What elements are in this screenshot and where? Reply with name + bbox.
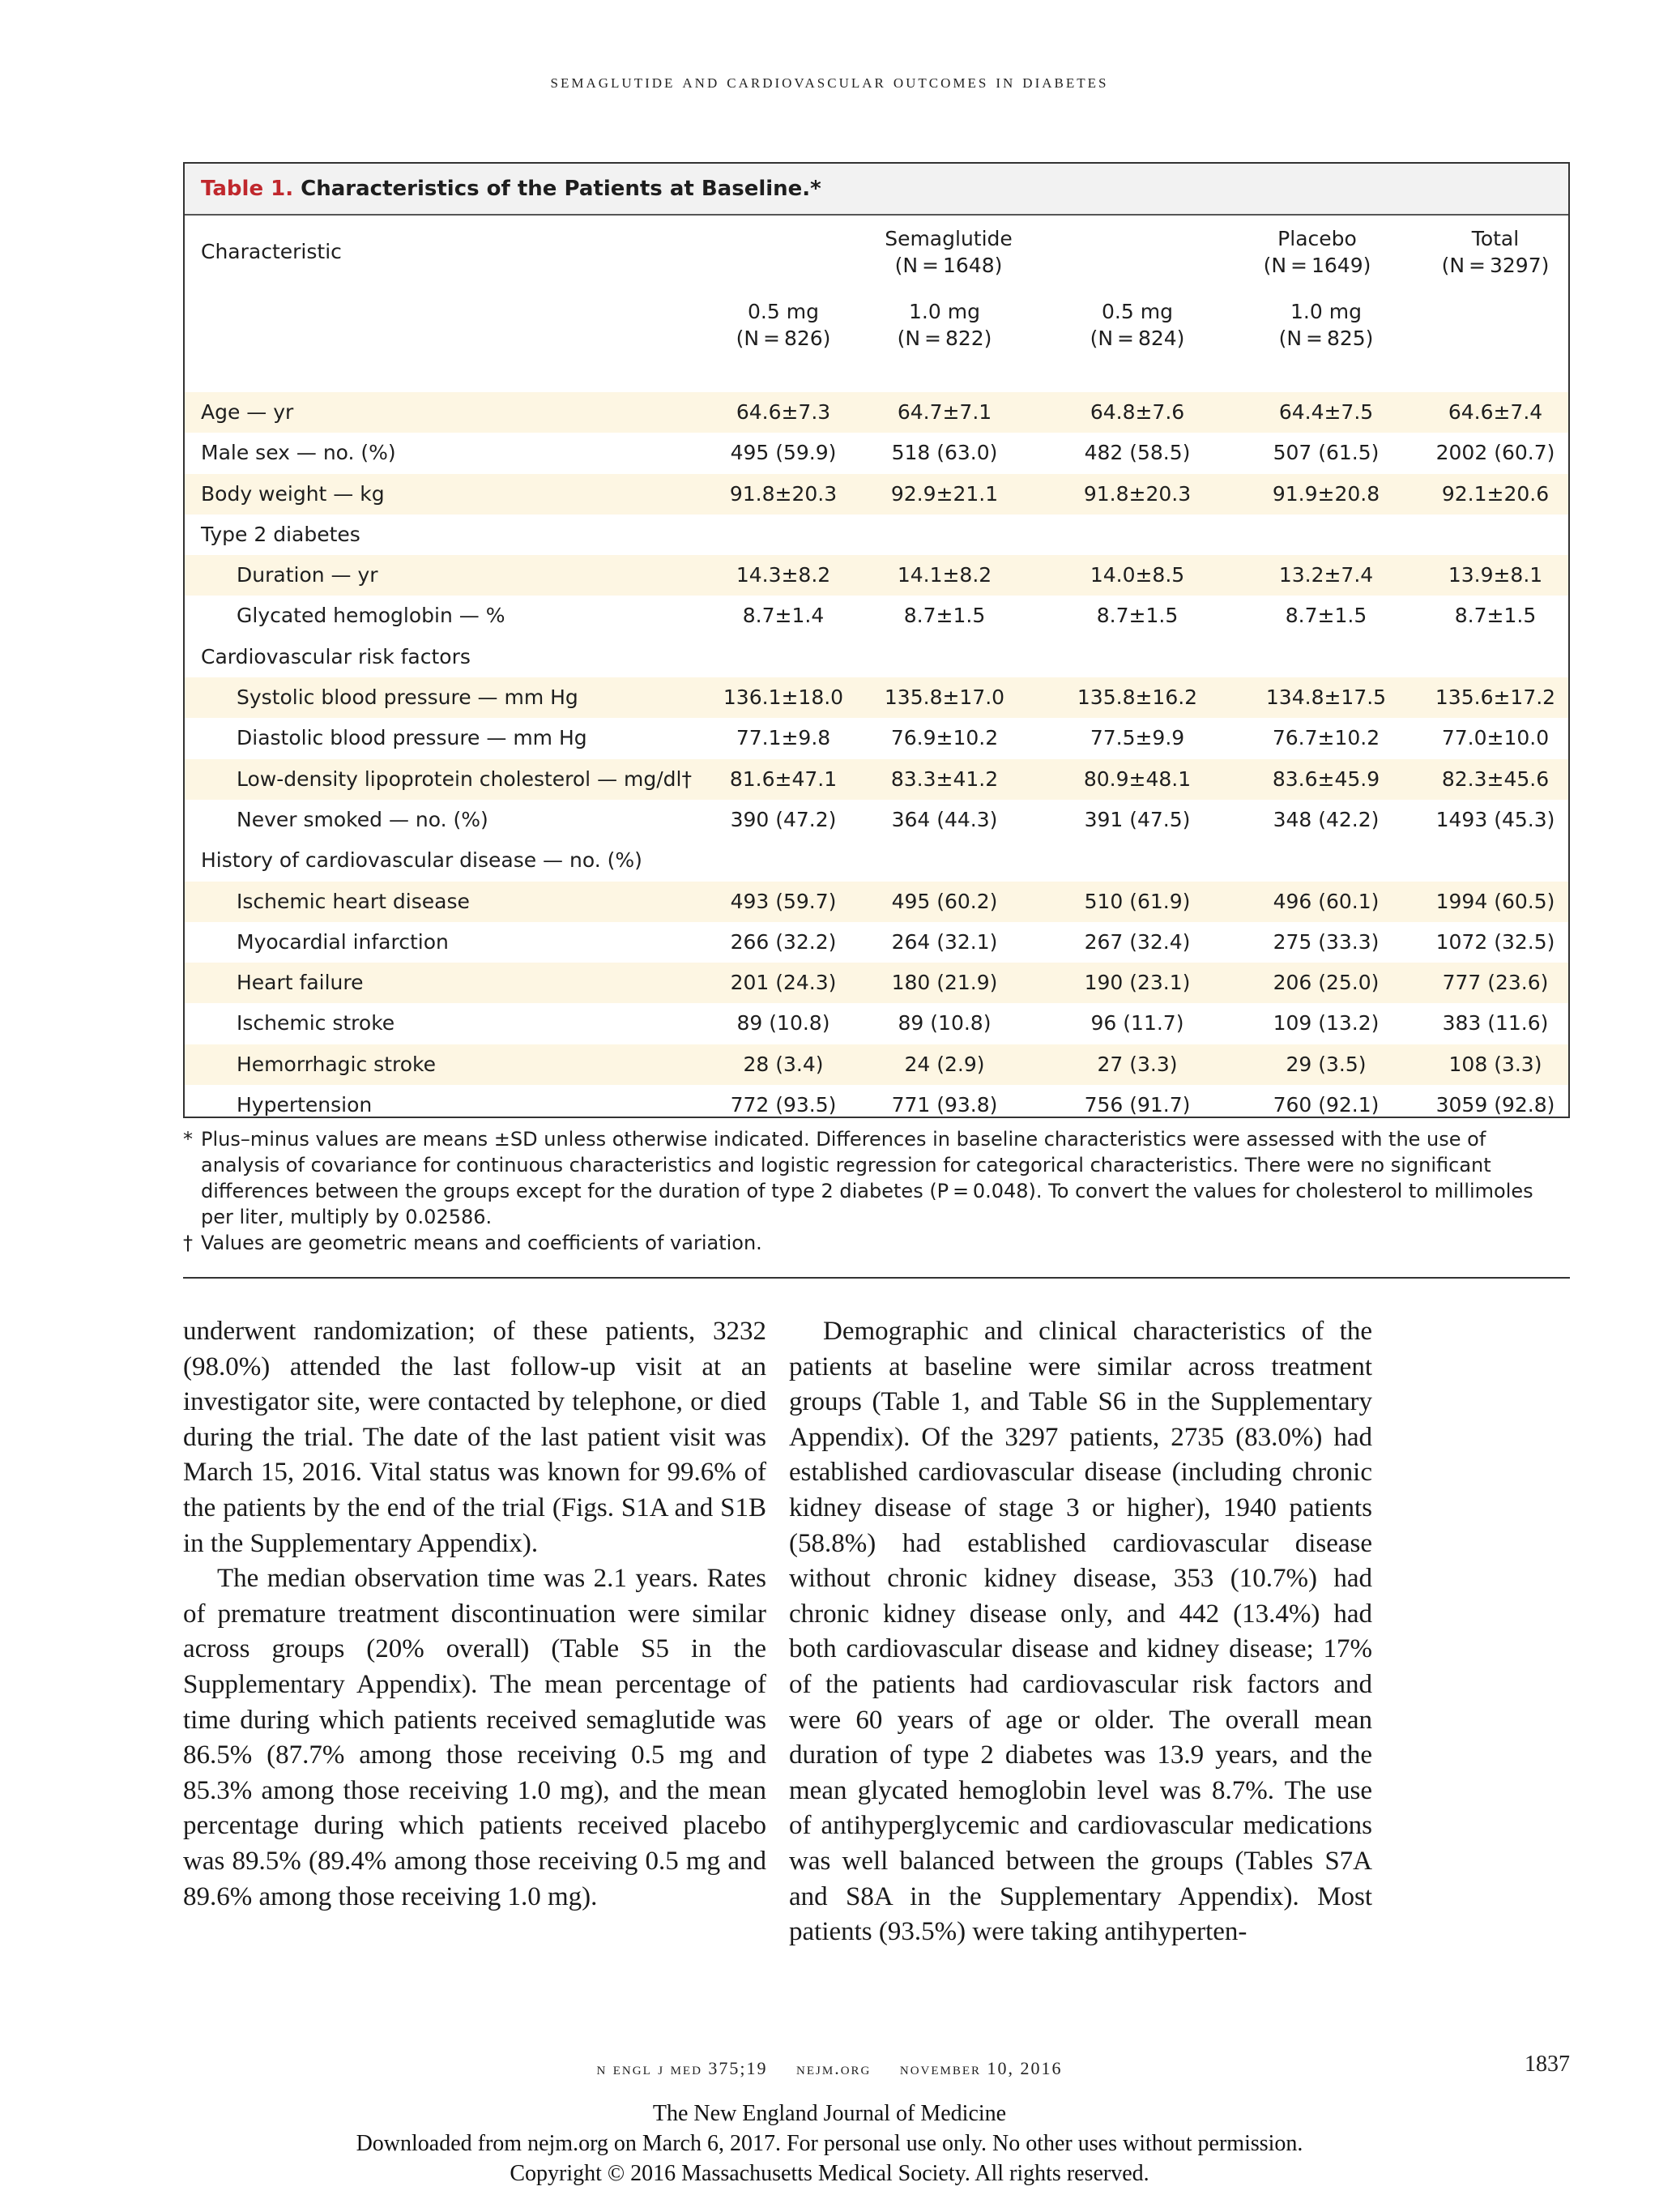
table-cell: 92.9±21.1 xyxy=(890,481,999,506)
table-cell: 64.7±7.1 xyxy=(897,400,992,424)
body-column-left xyxy=(183,1314,766,1915)
header-sub-sema-05: 0.5 mg (N = 826) xyxy=(736,300,831,350)
table-row xyxy=(185,882,1568,922)
table-cell: 108 (3.3) xyxy=(1448,1052,1542,1076)
table-cell: 777 (23.6) xyxy=(1442,971,1549,995)
table-cell: 760 (92.1) xyxy=(1273,1093,1380,1117)
table-caption xyxy=(185,164,1568,216)
table-cell: 64.8±7.6 xyxy=(1090,400,1185,424)
table-cell: 190 (23.1) xyxy=(1084,971,1191,995)
table-cell: 518 (63.0) xyxy=(891,441,998,465)
table-cell: 27 (3.3) xyxy=(1097,1052,1178,1076)
table-cell: 13.2±7.4 xyxy=(1278,563,1374,587)
table-cell: 89 (10.8) xyxy=(898,1011,992,1036)
row-label: Age — yr xyxy=(201,400,294,424)
table-cell: 77.1±9.8 xyxy=(736,726,831,750)
table-cell: 28 (3.4) xyxy=(743,1052,824,1076)
table-cell: 134.8±17.5 xyxy=(1265,685,1387,710)
notice-download: Downloaded from nejm.org on March 6, 2017. For personal use only. No other uses without permission. xyxy=(356,2131,1303,2156)
table-cell: 266 (32.2) xyxy=(730,929,837,954)
table-row xyxy=(185,963,1568,1003)
table-cell: 1493 (45.3) xyxy=(1435,807,1555,831)
row-label: Hemorrhagic stroke xyxy=(237,1052,436,1076)
table-cell: 391 (47.5) xyxy=(1084,807,1191,831)
row-label: Never smoked — no. (%) xyxy=(237,807,488,831)
table-cell: 8.7±1.5 xyxy=(1454,604,1537,628)
row-label: Glycated hemoglobin — % xyxy=(237,604,505,628)
table-row xyxy=(185,474,1568,515)
table-cell: 91.8±20.3 xyxy=(1083,481,1192,506)
table-cell: 267 (32.4) xyxy=(1084,929,1191,954)
table-row xyxy=(185,800,1568,840)
table-cell: 14.1±8.2 xyxy=(897,563,992,587)
body-column-right xyxy=(789,1314,1372,1950)
table-cell: 77.0±10.0 xyxy=(1441,726,1550,750)
table-cell: 91.8±20.3 xyxy=(729,481,838,506)
table-cell: 64.6±7.4 xyxy=(1448,400,1543,424)
table-row xyxy=(185,759,1568,800)
table-row xyxy=(185,555,1568,596)
footnote-dagger: † Values are geometric means and coefficients of variation. xyxy=(183,1232,762,1254)
table-row xyxy=(185,840,1568,881)
table-cell: 135.6±17.2 xyxy=(1435,685,1556,710)
table-cell: 364 (44.3) xyxy=(891,807,998,831)
table-cell: 2002 (60.7) xyxy=(1435,441,1555,465)
row-label: Hypertension xyxy=(237,1093,373,1117)
header-group-placebo: Placebo (N = 1649) xyxy=(1263,227,1371,277)
table-header xyxy=(185,216,1568,392)
notice-copyright: Copyright © 2016 Massachusetts Medical Society. All rights reserved. xyxy=(510,2161,1149,2186)
table-cell: 1072 (32.5) xyxy=(1435,929,1555,954)
row-label: Ischemic heart disease xyxy=(237,889,470,913)
table-cell: 82.3±45.6 xyxy=(1441,767,1550,791)
table-row xyxy=(185,637,1568,677)
table-cell: 348 (42.2) xyxy=(1273,807,1380,831)
table-cell: 201 (24.3) xyxy=(730,971,837,995)
table-cell: 510 (61.9) xyxy=(1084,889,1191,913)
table-cell: 390 (47.2) xyxy=(730,807,837,831)
table-cell: 180 (21.9) xyxy=(891,971,998,995)
footnote-asterisk: * Plus–minus values are means ±SD unless otherwise indicated. Differences in baseline characteristics were assessed with the use of analysis of covariance for continuous characteristics and logistic regression for categorical characteristics. There were no significant differences between the groups except for the duration of type 2 diabetes (P = 0.048). To convert the values for cholesterol to millimoles per liter, multiply by 0.02586. xyxy=(183,1128,1533,1228)
table-row xyxy=(185,1085,1568,1125)
section-divider xyxy=(183,1277,1570,1279)
table-1 xyxy=(183,162,1570,1118)
row-label: Diastolic blood pressure — mm Hg xyxy=(237,726,587,750)
table-cell: 76.7±10.2 xyxy=(1272,726,1380,750)
header-group-total: Total (N = 3297) xyxy=(1441,227,1550,277)
table-cell: 83.6±45.9 xyxy=(1272,767,1380,791)
footer-journal: n engl j med 375;19 xyxy=(596,2058,768,2078)
table-cell: 496 (60.1) xyxy=(1273,889,1380,913)
body-paragraph: Demographic and clinical characteristics of the patients at baseline were similar across treatment groups (Table 1, and Table S6 in the Supplementary Appendix). Of the 3297 patients, 2735 (83.0%) had established cardiovascular disease (including chronic kidney disease of stage 3 or higher), 1940 patients (58.8%) had established cardiovascular disease without chronic kidney disease, 353 (10.7%) had chronic kidney disease only, and 442 (13.4%) had both cardiovascular disease and kidney disease; 17% of the patients had cardiovascular risk factors and were 60 years of age or older. The overall mean duration of type 2 diabetes was 13.9 years, and the mean glycated hemoglobin level was 8.7%. The use of antihyperglycemic and cardiovascular medications was well balanced between the groups (Tables S7A and S8A in the Supplementary Appendix). Most patients (93.5%) were taking antihyperten- xyxy=(789,1317,1372,1947)
table-cell: 264 (32.1) xyxy=(891,929,998,954)
table-cell: 135.8±17.0 xyxy=(884,685,1005,710)
page-footer xyxy=(0,2058,1659,2079)
table-cell: 81.6±47.1 xyxy=(729,767,838,791)
row-label: Type 2 diabetes xyxy=(201,522,360,546)
table-cell: 91.9±20.8 xyxy=(1272,481,1380,506)
table-cell: 24 (2.9) xyxy=(904,1052,985,1076)
table-cell: 14.0±8.5 xyxy=(1090,563,1185,587)
row-label: Duration — yr xyxy=(237,563,378,587)
table-cell: 80.9±48.1 xyxy=(1083,767,1192,791)
table-cell: 96 (11.7) xyxy=(1090,1011,1184,1036)
running-head: semaglutide and cardiovascular outcomes in diabetes xyxy=(550,71,1109,92)
table-cell: 771 (93.8) xyxy=(891,1093,998,1117)
table-cell: 756 (91.7) xyxy=(1084,1093,1191,1117)
table-cell: 8.7±1.5 xyxy=(1096,604,1179,628)
table-row xyxy=(185,718,1568,758)
table-cell: 135.8±16.2 xyxy=(1077,685,1198,710)
table-cell: 64.6±7.3 xyxy=(736,400,831,424)
table-cell: 8.7±1.5 xyxy=(1285,604,1367,628)
table-cell: 8.7±1.4 xyxy=(742,604,825,628)
table-cell: 1994 (60.5) xyxy=(1435,889,1555,913)
table-label: Table 1. xyxy=(201,177,294,201)
table-row xyxy=(185,392,1568,433)
row-label: Body weight — kg xyxy=(201,481,385,506)
footer-date: november 10, 2016 xyxy=(899,2058,1063,2078)
page-number: 1837 xyxy=(1525,2052,1570,2077)
table-cell: 383 (11.6) xyxy=(1442,1011,1549,1036)
table-row xyxy=(185,515,1568,555)
table-cell: 83.3±41.2 xyxy=(890,767,999,791)
body-paragraph: The median observation time was 2.1 years. Rates of premature treatment discontinuation were similar across groups (20% overall) (Table S5 in the Supplementary Appendix). The mean percentage of time during which patients received semaglutide was 86.5% (87.7% among those receiving 0.5 mg and 85.3% among those receiving 1.0 mg), and the mean percentage during which patients received placebo was 89.5% (89.4% among those receiving 0.5 mg and 89.6% among those receiving 1.0 mg). xyxy=(183,1564,766,1911)
body-paragraph: underwent randomization; of these patients, 3232 (98.0%) attended the last follow-up visit at an investigator site, were contacted by telephone, or died during the trial. The date of the last patient visit was March 15, 2016. Vital status was known for 99.6% of the patients by the end of the trial (Figs. S1A and S1B in the Supplementary Appendix). xyxy=(183,1317,766,1558)
table-cell: 206 (25.0) xyxy=(1273,971,1380,995)
table-cell: 136.1±18.0 xyxy=(723,685,844,710)
table-row xyxy=(185,1003,1568,1044)
table-cell: 89 (10.8) xyxy=(736,1011,830,1036)
header-group-semaglutide: Semaglutide (N = 1648) xyxy=(885,227,1013,277)
row-label: Heart failure xyxy=(237,971,364,995)
table-row xyxy=(185,1044,1568,1085)
row-label: Myocardial infarction xyxy=(237,929,449,954)
download-notice xyxy=(0,2099,1659,2189)
header-sub-placebo-10: 1.0 mg (N = 825) xyxy=(1278,300,1374,350)
table-body xyxy=(185,392,1568,1125)
header-sub-placebo-05: 0.5 mg (N = 824) xyxy=(1090,300,1185,350)
row-label: Systolic blood pressure — mm Hg xyxy=(237,685,578,710)
table-cell: 109 (13.2) xyxy=(1273,1011,1380,1036)
row-label: Low-density lipoprotein cholesterol — mg/dl† xyxy=(237,767,692,791)
table-cell: 77.5±9.9 xyxy=(1090,726,1185,750)
table-cell: 275 (33.3) xyxy=(1273,929,1380,954)
table-cell: 495 (59.9) xyxy=(730,441,837,465)
table-title: Characteristics of the Patients at Baseline.* xyxy=(301,177,821,201)
table-cell: 3059 (92.8) xyxy=(1435,1093,1555,1117)
table-cell: 29 (3.5) xyxy=(1286,1052,1367,1076)
notice-journal: The New England Journal of Medicine xyxy=(652,2101,1007,2126)
header-characteristic: Characteristic xyxy=(201,240,342,263)
footer-site: nejm.org xyxy=(796,2058,872,2078)
table-cell: 772 (93.5) xyxy=(730,1093,837,1117)
table-cell: 493 (59.7) xyxy=(730,889,837,913)
table-row xyxy=(185,677,1568,718)
table-row xyxy=(185,922,1568,963)
row-label: Ischemic stroke xyxy=(237,1011,395,1036)
table-cell: 507 (61.5) xyxy=(1273,441,1380,465)
table-footnotes xyxy=(183,1126,1570,1256)
table-row xyxy=(185,433,1568,473)
table-cell: 8.7±1.5 xyxy=(903,604,986,628)
table-cell: 495 (60.2) xyxy=(891,889,998,913)
table-row xyxy=(185,596,1568,636)
row-label: History of cardiovascular disease — no. (%) xyxy=(201,848,642,873)
row-label: Male sex — no. (%) xyxy=(201,441,396,465)
table-cell: 76.9±10.2 xyxy=(890,726,999,750)
table-cell: 92.1±20.6 xyxy=(1441,481,1550,506)
table-cell: 64.4±7.5 xyxy=(1278,400,1374,424)
table-cell: 14.3±8.2 xyxy=(736,563,831,587)
table-cell: 482 (58.5) xyxy=(1084,441,1191,465)
header-sub-sema-10: 1.0 mg (N = 822) xyxy=(897,300,992,350)
row-label: Cardiovascular risk factors xyxy=(201,644,471,668)
table-cell: 13.9±8.1 xyxy=(1448,563,1543,587)
